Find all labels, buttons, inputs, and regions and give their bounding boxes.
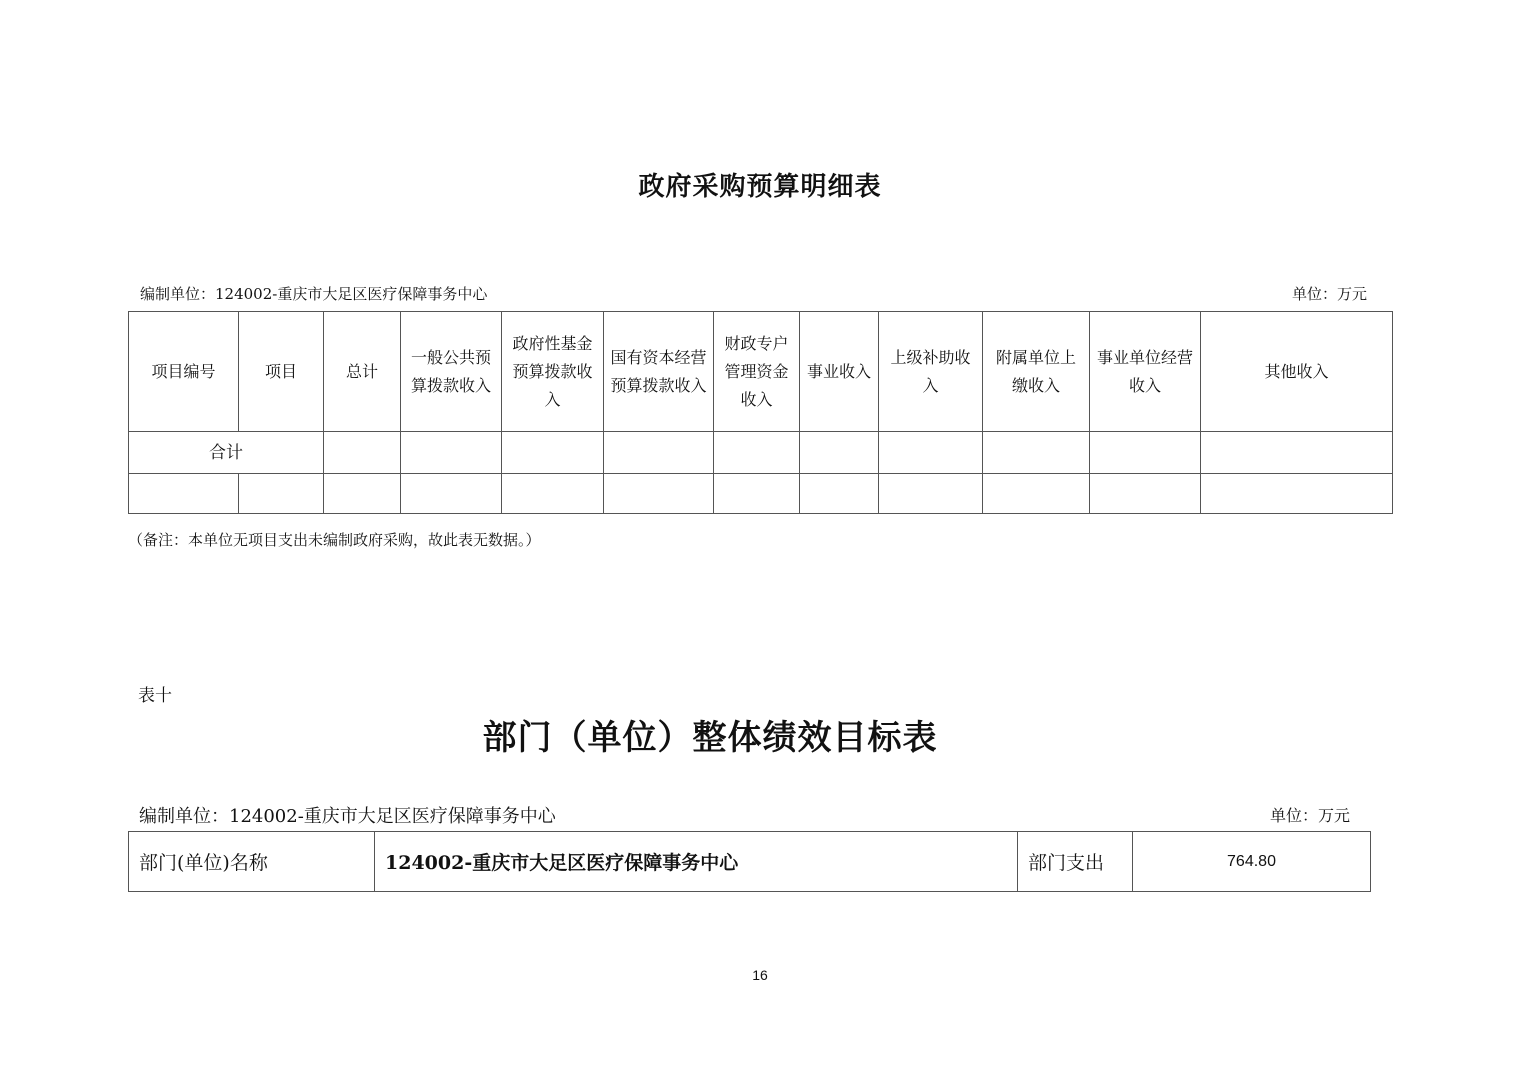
performance-unit-label: 单位：万元 (1270, 806, 1351, 825)
table-cell (714, 474, 800, 514)
table-cell (800, 432, 879, 474)
header-cell-special-account: 财政专户管理资金收入 (714, 312, 800, 432)
header-cell-state-capital: 国有资本经营预算拨款收入 (604, 312, 714, 432)
header-cell-affiliate-income: 附属单位上缴收入 (983, 312, 1090, 432)
table-cell (502, 432, 604, 474)
table-cell (239, 474, 324, 514)
dept-name-label: 部门(单位)名称 (129, 832, 375, 892)
table-cell (800, 474, 879, 514)
table-cell (1090, 474, 1201, 514)
table-cell (324, 432, 401, 474)
performance-target-table (128, 831, 1371, 892)
dept-spend-value: 764.80 (1133, 832, 1371, 892)
table-row (129, 474, 1393, 514)
performance-table-title: 部门（单位）整体绩效目标表 (482, 718, 938, 758)
table-cell (324, 474, 401, 514)
procurement-org-label: 编制单位：124002-重庆市大足区医疗保障事务中心 (140, 285, 488, 303)
header-cell-operating-income: 事业单位经营收入 (1090, 312, 1201, 432)
table-cell (502, 474, 604, 514)
total-row-label: 合计 (129, 432, 324, 474)
procurement-unit-label: 单位：万元 (1292, 285, 1368, 303)
table-cell (1201, 432, 1393, 474)
table-cell (983, 432, 1090, 474)
table-cell (879, 474, 983, 514)
table-cell (604, 474, 714, 514)
table-cell (879, 432, 983, 474)
page-number: 16 (752, 967, 768, 983)
header-cell-general-budget: 一般公共预算拨款收入 (401, 312, 502, 432)
dept-spend-label: 部门支出 (1018, 832, 1133, 892)
header-cell-superior-subsidy: 上级补助收入 (879, 312, 983, 432)
procurement-note: （备注：本单位无项目支出未编制政府采购，故此表无数据。） (128, 531, 541, 549)
table-cell (714, 432, 800, 474)
table-cell (129, 474, 239, 514)
table-cell (1090, 432, 1201, 474)
procurement-budget-table (128, 311, 1393, 514)
procurement-table-title: 政府采购预算明细表 (638, 172, 882, 202)
header-cell-project-code: 项目编号 (129, 312, 239, 432)
table-cell (604, 432, 714, 474)
header-cell-gov-fund: 政府性基金预算拨款收入 (502, 312, 604, 432)
header-cell-total: 总计 (324, 312, 401, 432)
table-total-row (129, 432, 1393, 474)
header-cell-project: 项目 (239, 312, 324, 432)
table-cell (983, 474, 1090, 514)
table-cell (1201, 474, 1393, 514)
table-row (129, 832, 1371, 892)
table-cell (401, 432, 502, 474)
table-number-label: 表十 (138, 686, 172, 706)
performance-org-label: 编制单位：124002-重庆市大足区医疗保障事务中心 (139, 806, 556, 827)
table-header-row (129, 312, 1393, 432)
dept-name-value: 124002-重庆市大足区医疗保障事务中心 (375, 832, 1018, 892)
header-cell-business-income: 事业收入 (800, 312, 879, 432)
header-cell-other-income: 其他收入 (1201, 312, 1393, 432)
table-cell (401, 474, 502, 514)
